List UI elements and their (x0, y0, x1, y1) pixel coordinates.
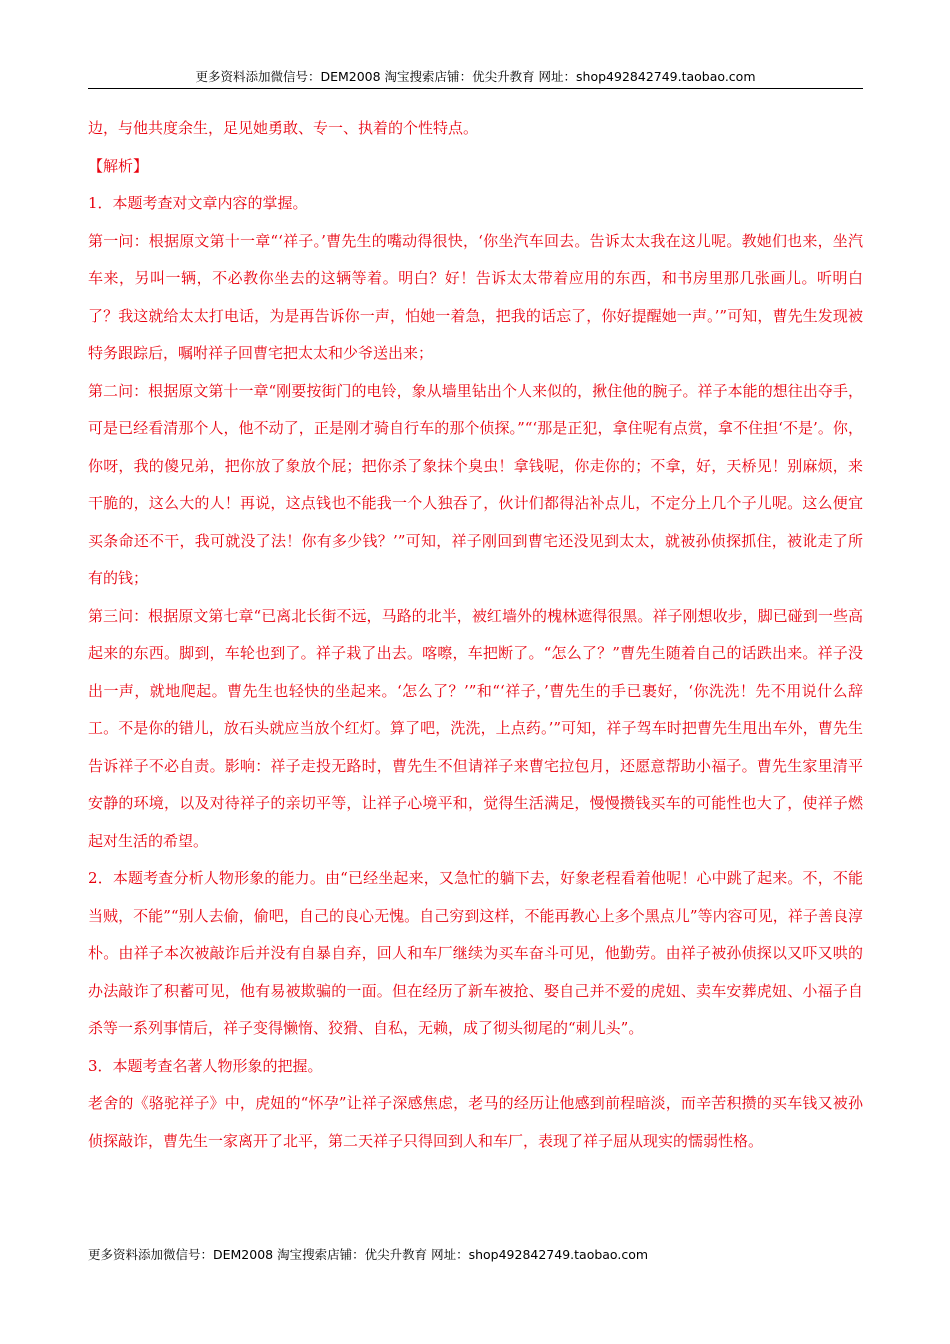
question-1-part-1: 第一问：根据原文第十一章“‘祥子。’曹先生的嘴动得很快，‘你坐汽车回去。告诉太太我在这儿呢。教她们也来，坐汽车来，另叫一辆，不必教你坐去的这辆等着。明白？好！告诉太太带着应用的东西，和书房里那几张画儿。听明白了？我这就给太太打电话，为是再告诉你一声，怕她一着急，把我的话忘了，你好提醒她一声。’”可知，曹先生发现被特务跟踪后，嘱咐祥子回曹宅把太太和少爷送出来； (88, 231, 863, 362)
question-1-heading: 1．本题考查对文章内容的掌握。 (88, 194, 308, 212)
question-3-heading: 3．本题考查名著人物形象的把握。 (88, 1056, 323, 1075)
question-1-part-3: 第三问：根据原文第七章“已离北长街不远，马路的北半，被红墙外的槐林遮得很黑。祥子刚想收步，脚已碰到一些高起来的东西。脚到，车轮也到了。祥子栽了出去。喀嚓，车把断了。“怎么了？”曹先生随着自己的话跌出来。祥子没出一声，就地爬起。曹先生也轻快的坐起来。‘怎么了？’”和“‘祥子，’曹先生的手已裹好，‘你洗洗！先不用说什么辞工。不是你的错儿，放石头就应当放个红灯。算了吧，洗洗，上点药。’”可知，祥子驾车时把曹先生甩出车外，曹先生告诉祥子不必自责。影响：祥子走投无路时，曹先生不但请祥子来曹宅拉包月，还愿意帮助小福子。曹先生家里清平安静的环境，以及对待祥子的亲切平等，让祥子心境平和，觉得生活满足，慢慢攒钱买车的可能性也大了，使祥子燃起对生活的希望。 (88, 606, 863, 850)
page-header: 更多资料添加微信号：DEM2008 淘宝搜索店铺：优尖升教育 网址：shop492842749.taobao.com (195, 69, 756, 84)
question-2-analysis: 2．本题考查分析人物形象的能力。由“已经坐起来，又急忙的躺下去，好象老程看着他呢！心中跳了起来。不，不能当贼，不能”“别人去偷，偷吧，自己的良心无愧。自己穷到这样，不能再教心上多个黑点儿”等内容可见，祥子善良淳朴。由祥子本次被敲诈后并没有自暴自弃，回人和车厂继续为买车奋斗可见，他勤劳。由祥子被孙侦探以又吓又哄的办法敲诈了积蓄可见，他有易被欺骗的一面。但在经历了新车被抢、娶自己并不爱的虎妞、卖车安葬虎妞、小福子自杀等一系列事情后，祥子变得懒惰、狡猾、自私，无赖，成了彻头彻尾的“刺儿头”。 (88, 869, 863, 1037)
analysis-heading: 【解析】 (88, 156, 149, 175)
page-footer: 更多资料添加微信号：DEM2008 淘宝搜索店铺：优尖升教育 网址：shop492842749.taobao.com (88, 1247, 649, 1262)
paragraph-continuation: 边，与他共度余生，足见她勇敢、专一、执着的个性特点。 (88, 119, 479, 137)
question-1-part-2: 第二问：根据原文第十一章“刚要按街门的电铃，象从墙里钻出个人来似的，揪住他的腕子。祥子本能的想往出夺手，可是已经看清那个人，他不动了，正是刚才骑自行车的那个侦探。”“‘那是正犯，拿住呢有点赏，拿不住担‘不是’。你，你呀，我的傻兄弟，把你放了象放个屁；把你杀了象抹个臭虫！拿钱呢，你走你的；不拿，好，天桥见！别麻烦，来干脆的，这么大的人！再说，这点钱也不能我一个人独吞了，伙计们都得沾补点儿，不定分上几个子儿呢。这么便宜买条命还不干，我可就没了法！你有多少钱？’”可知，祥子刚回到曹宅还没见到太太，就被孙侦探抓住，被讹走了所有的钱； (88, 381, 863, 587)
header-divider (88, 88, 863, 89)
question-3-analysis: 老舍的《骆驼祥子》中，虎妞的“怀孕”让祥子深感焦虑，老马的经历让他感到前程暗淡，而辛苦积攒的买车钱又被孙侦探敲诈，曹先生一家离开了北平，第二天祥子只得回到人和车厂，表现了祥子屈从现实的懦弱性格。 (88, 1094, 863, 1150)
document-body (88, 110, 863, 1160)
